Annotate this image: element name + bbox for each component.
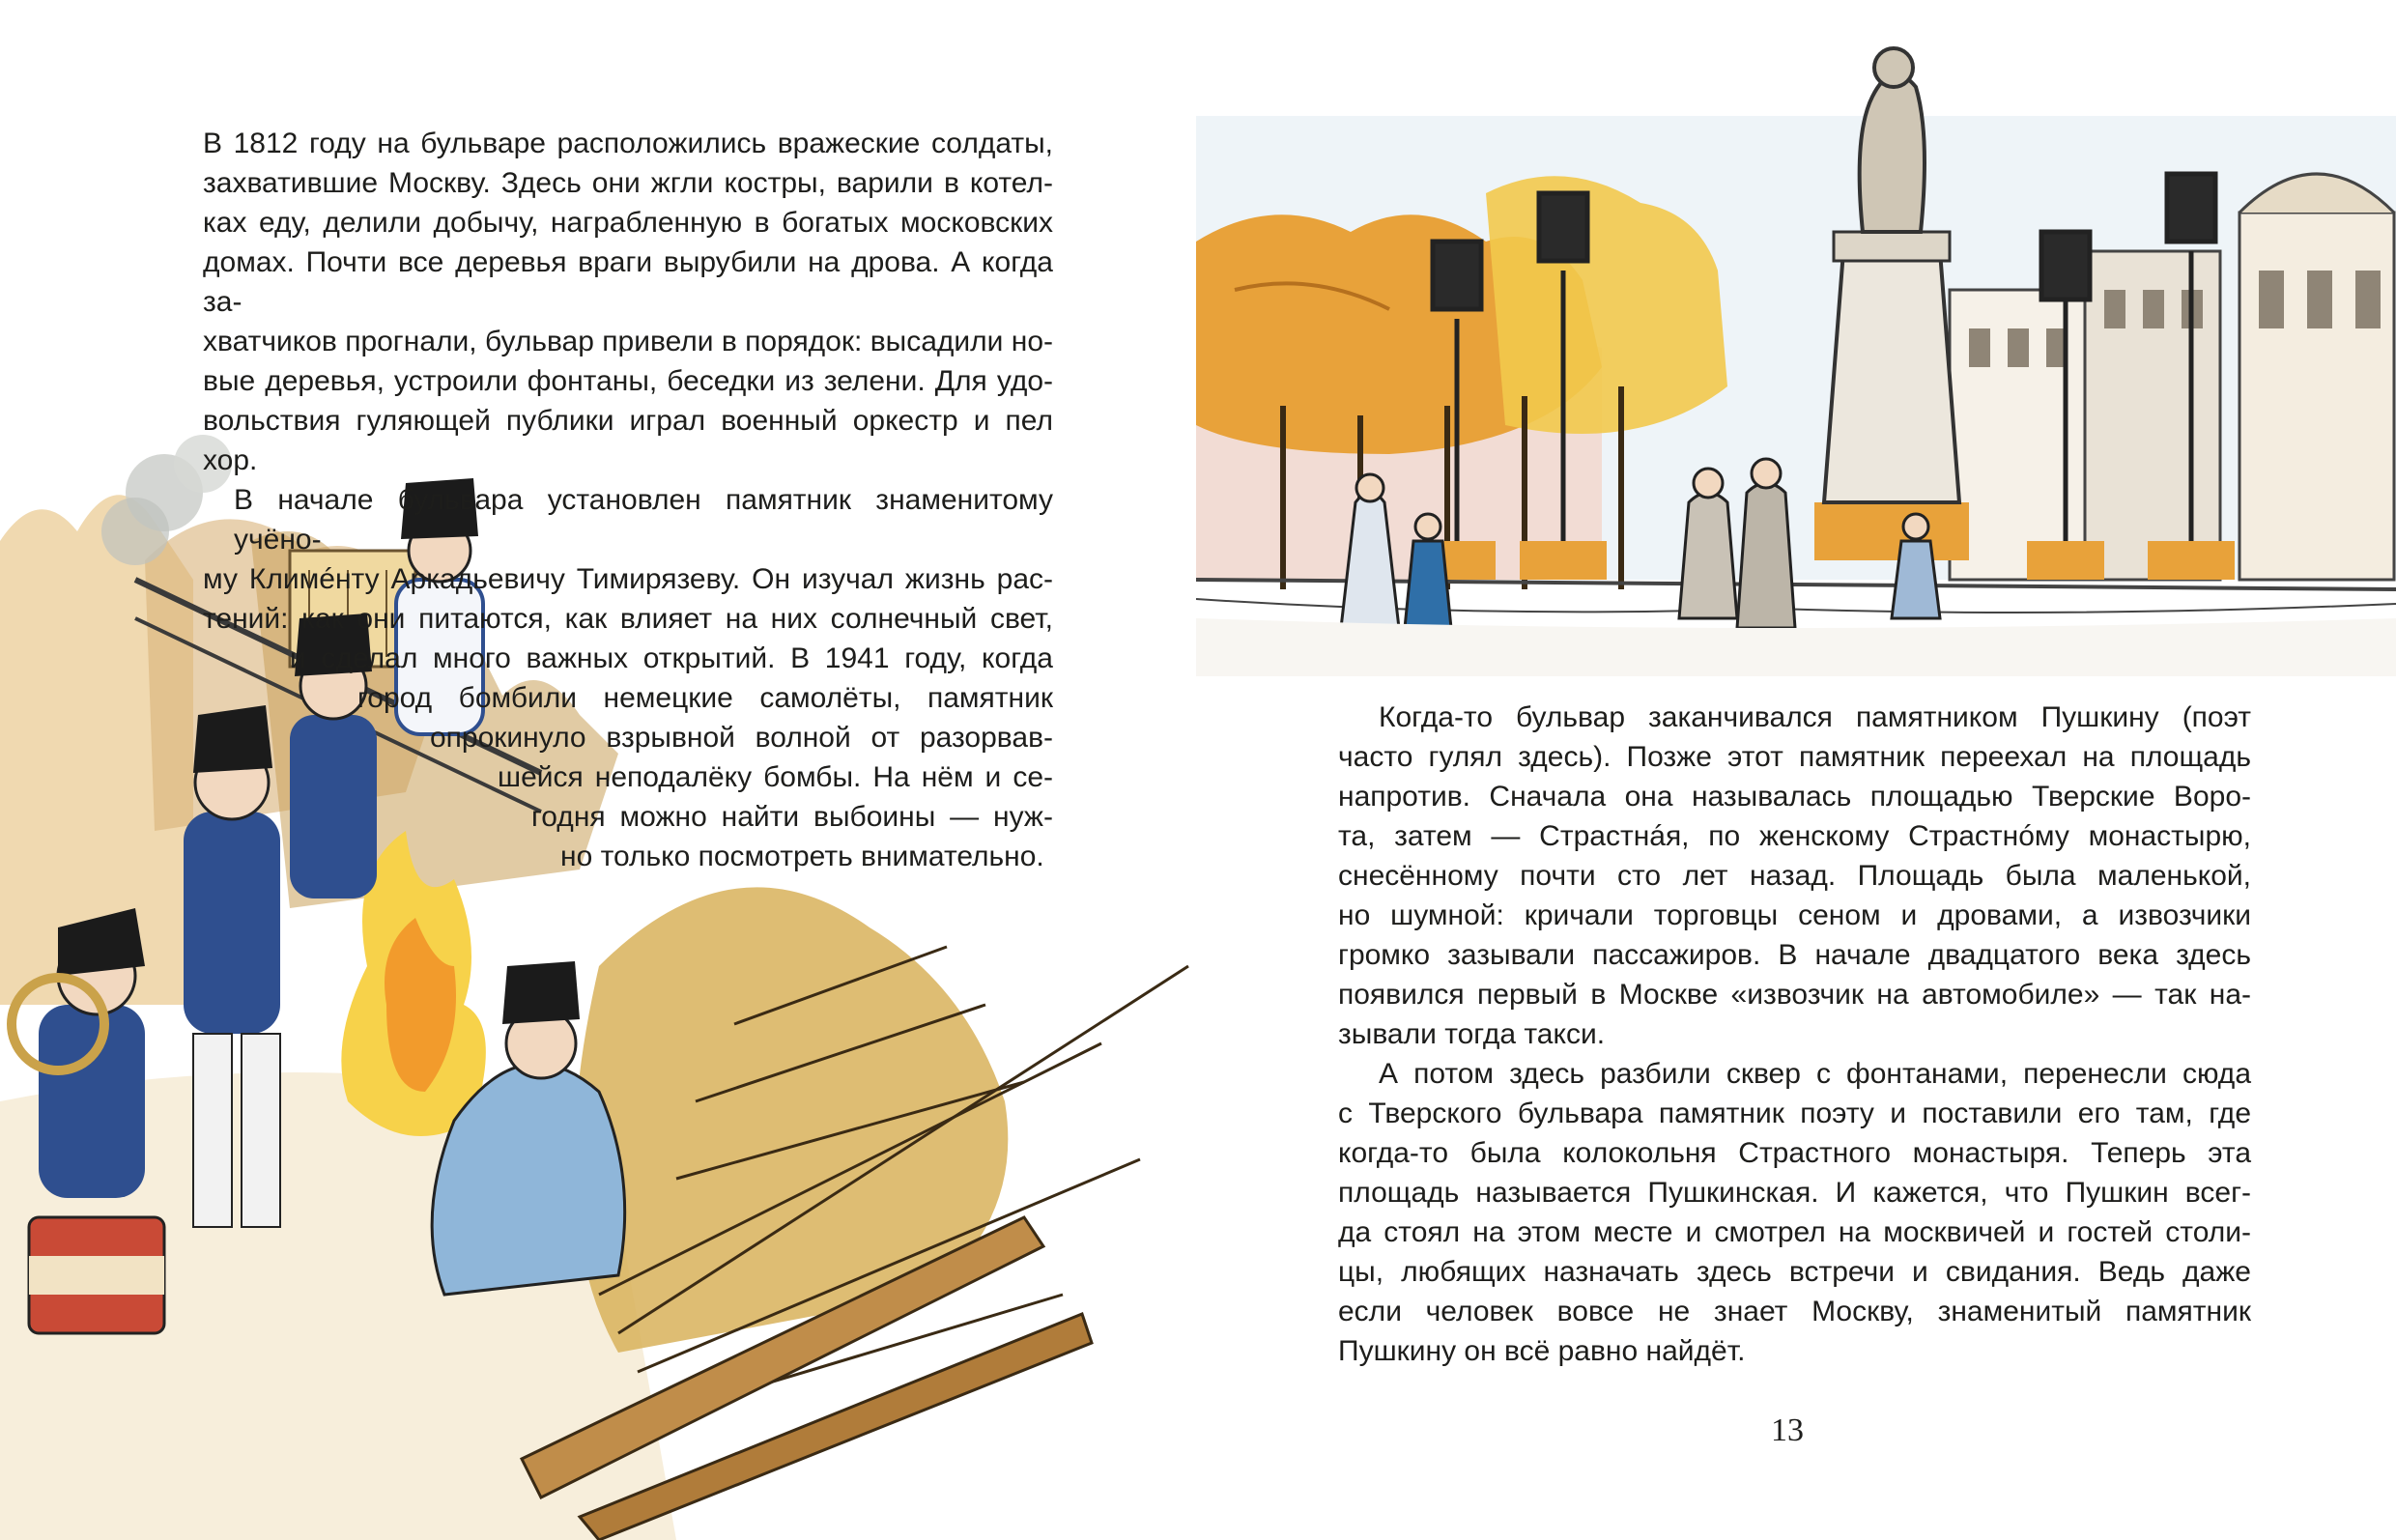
text-line: и сделал много важных открытий. В 1941 году, когда: [290, 642, 1053, 674]
text-line: домах. Почти все деревья враги вырубили на дрова. А когда за-: [203, 246, 1053, 318]
text-line: му Климéнту Аркадьевичу Тимирязеву. Он изучал жизнь рас-: [203, 563, 1053, 595]
left-paragraph-2: [203, 480, 1053, 876]
text-line: город бомбили немецкие самолёты, памятник: [357, 682, 1053, 714]
text-line: громко зазывали пассажиров. В начале двадцатого века здесь: [1338, 939, 2251, 971]
text-line: вые деревья, устроили фонтаны, беседки из зелени. Для удо-: [203, 365, 1053, 397]
text-line: А потом здесь разбили сквер с фонтанами, перенесли сюда: [1379, 1058, 2251, 1090]
text-line: но только посмотреть внимательно.: [560, 841, 1044, 872]
pushkin-square-illustration: [1196, 0, 2396, 676]
text-line: площадь называется Пушкинская. И кажется, что Пушкин всег-: [1338, 1177, 2251, 1209]
text-line: с Тверского бульвара памятник поэту и поставили его там, где: [1338, 1098, 2251, 1129]
left-paragraph-1: [203, 124, 1053, 480]
left-page-text: [203, 124, 1053, 876]
text-line: зывали тогда такси.: [1338, 1018, 1606, 1050]
text-line: да стоял на этом месте и смотрел на москвичей и гостей столи-: [1338, 1216, 2251, 1248]
text-line: напротив. Сначала она называлась площадью Тверские Воро-: [1338, 781, 2251, 813]
text-line: Когда-то бульвар заканчивался памятником Пушкину (поэт: [1379, 701, 2251, 733]
text-line: та, затем — Страстнáя, по женскому Страстнóму монастырю,: [1338, 820, 2251, 852]
text-line: В начале бульвара установлен памятник знаменитому учёно-: [234, 484, 1053, 556]
text-line: вольствия гуляющей публики играл военный оркестр и пел хор.: [203, 405, 1053, 476]
text-line: если человек вовсе не знает Москву, знаменитый памятник: [1338, 1296, 2251, 1327]
text-line: цы, любящих назначать здесь встречи и свидания. Ведь даже: [1338, 1256, 2251, 1288]
text-line: часто гулял здесь). Позже этот памятник переехал на площадь: [1338, 741, 2251, 773]
text-line: хватчиков прогнали, бульвар привели в порядок: высадили но-: [203, 326, 1053, 357]
text-line: появился первый в Москве «извозчик на автомобиле» — так на-: [1338, 979, 2251, 1011]
right-page-text: [1338, 698, 2251, 1371]
right-paragraph-1: [1338, 698, 2251, 1054]
text-line: когда-то была колокольня Страстного монастыря. Теперь эта: [1338, 1137, 2251, 1169]
text-line: но шумной: кричали торговцы сеном и дровами, а извозчики: [1338, 899, 2251, 931]
text-line: тений: как они питаются, как влияет на них солнечный свет,: [203, 603, 1053, 635]
text-line: В 1812 году на бульваре расположились вражеские солдаты,: [203, 128, 1053, 159]
pushkin-monument-square-icon: [1196, 0, 2396, 676]
text-line: шейся неподалёку бомбы. На нём и се-: [498, 761, 1053, 793]
page-number: 13: [1771, 1412, 1804, 1448]
text-line: опрокинуло взрывной волной от разорвав-: [430, 722, 1053, 754]
text-line: ках еду, делили добычу, награбленную в богатых московских: [203, 207, 1053, 239]
text-line: Пушкину он всё равно найдёт.: [1338, 1335, 1746, 1367]
right-paragraph-2: [1338, 1054, 2251, 1371]
text-line: захватившие Москву. Здесь они жгли костры, варили в котел-: [203, 167, 1053, 199]
text-line: снесённому почти сто лет назад. Площадь была маленькой,: [1338, 860, 2251, 892]
text-line: годня можно найти выбоины — нуж-: [531, 801, 1053, 833]
